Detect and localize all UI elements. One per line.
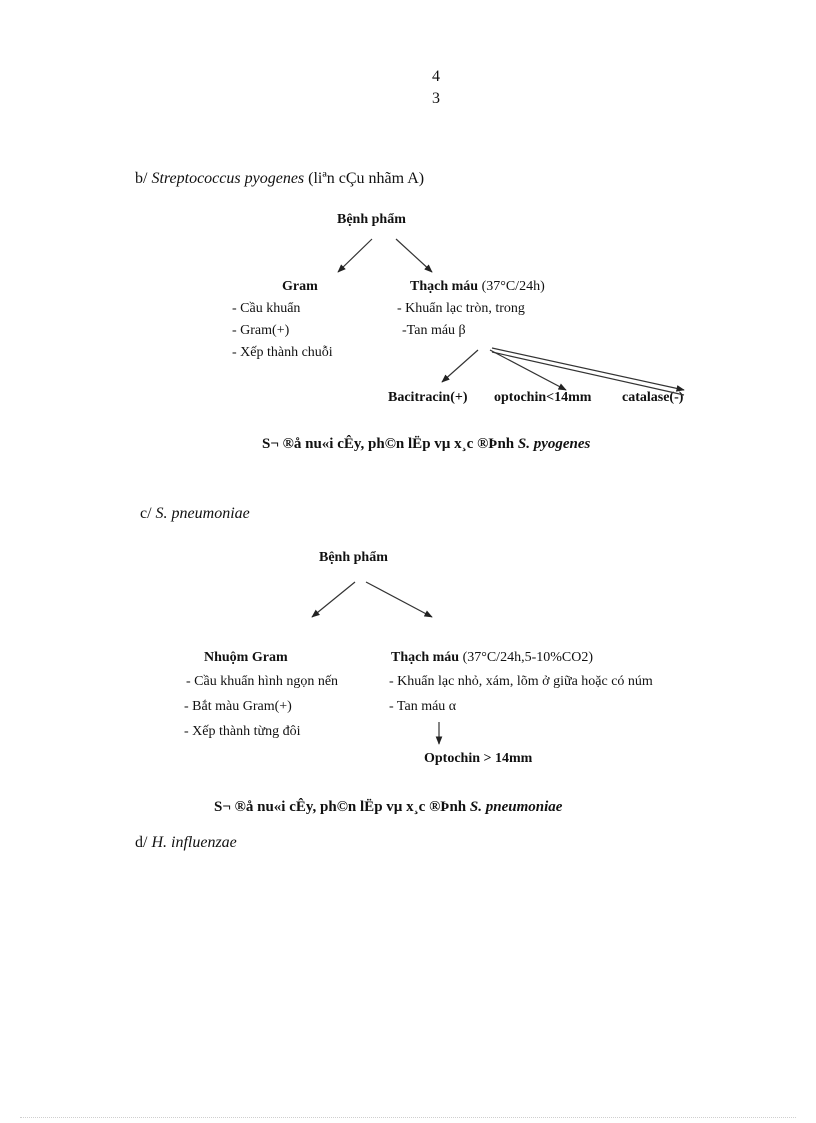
diagram-b-left-title: Gram xyxy=(282,279,318,294)
diagram-b-right-title-text: Thạch máu xyxy=(410,279,479,294)
diagram-c-left-title: Nhuộm Gram xyxy=(204,650,288,665)
diagram-b-left-item: - Cầu khuẩn xyxy=(232,301,301,316)
diagram-b-root: Bệnh phẩm xyxy=(337,212,406,227)
arrow-b-to-catalase-2 xyxy=(492,352,684,395)
section-b-suffix: (liªn cÇu nhãm A) xyxy=(304,170,425,187)
diagram-c-right-condition: (37°C/24h,5-10%CO2) xyxy=(459,650,594,665)
diagram-c-test-optochin: Optochin > 14mm xyxy=(424,751,533,766)
diagram-c-left-item: - Bắt màu Gram(+) xyxy=(184,699,292,714)
diagram-b-left-item: - Xếp thành chuỗi xyxy=(232,345,333,360)
caption-c-species: S. pneumoniae xyxy=(469,799,563,815)
diagram-c-right-item: - Tan máu α xyxy=(389,699,457,714)
diagram-c-root: Bệnh phẩm xyxy=(319,550,388,565)
diagram-b-right-item: - Khuẩn lạc tròn, trong xyxy=(397,301,525,316)
arrow-b-to-catalase-1 xyxy=(492,348,684,390)
diagram-c-left-item: - Xếp thành từng đôi xyxy=(184,724,301,739)
section-d-prefix: d/ xyxy=(135,834,152,851)
caption-c-text: S¬ ®å nu«i cÊy, ph©n lËp vµ x¸c ®Þnh xyxy=(214,799,470,815)
diagram-b-test-optochin: optochin<14mm xyxy=(494,390,592,405)
section-c-species: S. pneumoniae xyxy=(155,505,250,522)
arrow-c-root-to-gram xyxy=(312,582,355,617)
diagram-c-right-title-text: Thạch máu xyxy=(391,650,460,665)
diagram-c-right-item: - Khuẩn lạc nhỏ, xám, lõm ở giữa hoặc có núm xyxy=(389,674,653,689)
page-bottom-divider xyxy=(20,1117,796,1118)
section-d-species: H. influenzae xyxy=(151,834,237,851)
arrow-b-root-to-gram xyxy=(338,239,372,272)
diagram-b-test-bacitracin: Bacitracin(+) xyxy=(388,390,468,405)
diagram-b-right-condition: (37°C/24h) xyxy=(478,279,545,294)
diagram-b-right-item: -Tan máu β xyxy=(402,323,466,338)
diagram-b-left-item: - Gram(+) xyxy=(232,323,290,338)
section-b-species: Streptococcus pyogenes xyxy=(151,170,305,187)
page-number-top: 4 xyxy=(432,68,440,85)
section-c-prefix: c/ xyxy=(140,505,156,522)
section-b-prefix: b/ xyxy=(135,170,152,187)
diagram-b-test-catalase: catalase(-) xyxy=(622,390,684,405)
caption-b-species: S. pyogenes xyxy=(517,436,591,452)
arrow-b-to-bacitracin xyxy=(442,350,478,382)
caption-b-text: S¬ ®å nu«i cÊy, ph©n lËp vµ x¸c ®Þnh xyxy=(262,436,518,452)
page-number-bottom: 3 xyxy=(432,90,440,107)
diagram-c-left-item: - Cầu khuẩn hình ngọn nến xyxy=(186,674,339,689)
arrow-c-root-to-thach xyxy=(366,582,432,617)
arrow-b-root-to-thach xyxy=(396,239,432,272)
